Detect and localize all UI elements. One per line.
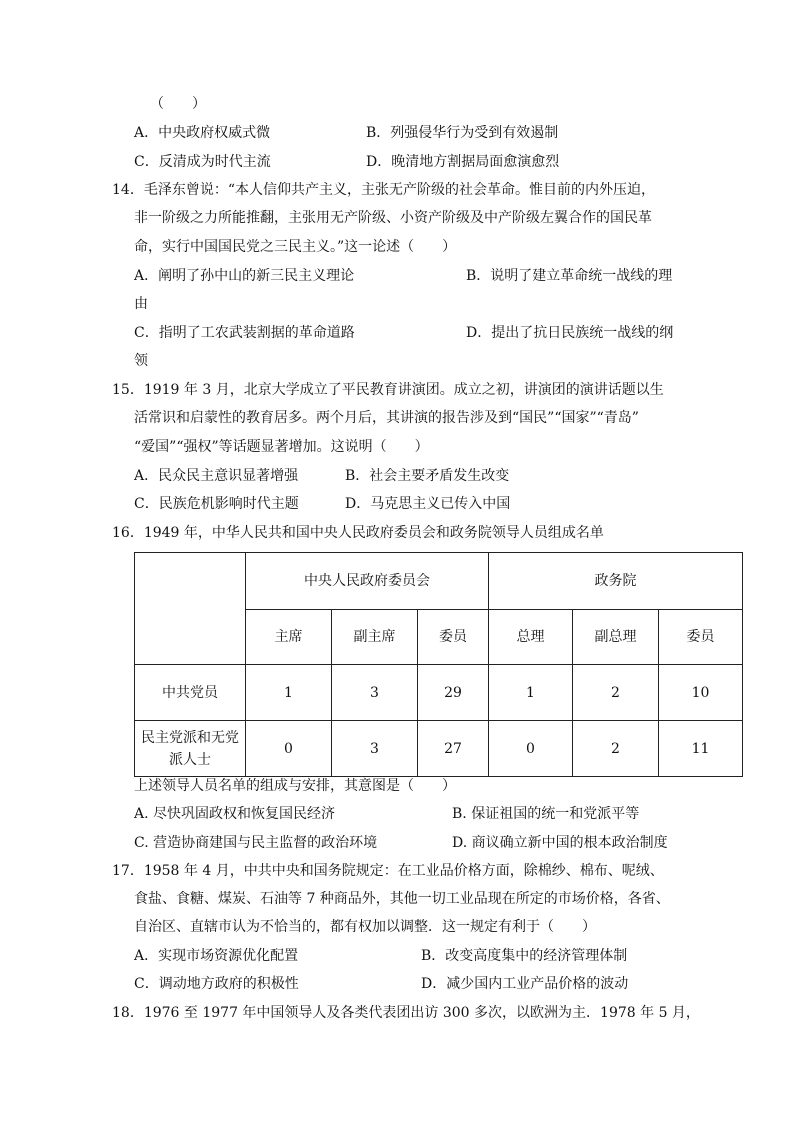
q15-stem-line3: “爱国”“强权”等话题显著增加。这说明（ ） [134, 439, 429, 455]
table-row-label: 民主党派和无党派人士 [135, 721, 246, 777]
table-group-header: 政务院 [489, 553, 743, 610]
q15-option-c: C．民族危机影响时代主题 [134, 496, 299, 512]
table-cell: 3 [332, 665, 418, 721]
q18-stem-line1: 18．1976 至 1977 年中国领导人及各类代表团出访 300 多次，以欧洲为主．1978 年 5 月， [112, 1005, 700, 1021]
table-row-label: 中共党员 [135, 665, 246, 721]
q14-option-d-cont: 领 [134, 353, 148, 369]
table-cell: 1 [489, 665, 573, 721]
table-group-header: 中央人民政府委员会 [246, 553, 489, 610]
table-row [135, 721, 743, 777]
table-cell: 2 [573, 721, 659, 777]
q17-option-a: A．实现市场资源优化配置 [134, 948, 299, 964]
q14-stem-line3: 命，实行中国国民党之三民主义。”这一论述（ ） [134, 239, 457, 255]
q15-stem-line2: 活常识和启蒙性的教育居多。两个月后，其讲演的报告涉及到“国民”“国家”“青岛” [134, 410, 639, 426]
q16-option-d: D. 商议确立新中国的根本政治制度 [452, 835, 668, 851]
q13-option-d: D．晚清地方割据局面愈演愈烈 [366, 154, 560, 170]
q16-option-b: B. 保证祖国的统一和党派平等 [452, 806, 640, 822]
q14-stem-line1: 14．毛泽东曾说：“本人信仰共产主义，主张无产阶级的社会革命。惟目前的内外压迫， [112, 182, 655, 198]
q13-option-b: B．列强侵华行为受到有效遏制 [366, 125, 559, 141]
table-cell: 0 [489, 721, 573, 777]
q14-option-d: D．提出了抗日民族统一战线的纲 [466, 325, 674, 341]
q14-option-b: B．说明了建立革命统一战线的理 [466, 268, 673, 284]
table-cell: 0 [246, 721, 332, 777]
q15-option-b: B．社会主要矛盾发生改变 [345, 468, 510, 484]
table-cell: 3 [332, 721, 418, 777]
table-subheader: 总理 [489, 610, 573, 665]
table-subheader: 主席 [246, 610, 332, 665]
table-cell: 1 [246, 665, 332, 721]
q17-option-c: C．调动地方政府的积极性 [134, 976, 299, 992]
table-subheader: 副总理 [573, 610, 659, 665]
q16-option-c: C. 营造协商建国与民主监督的政治环境 [134, 835, 378, 851]
table-subheader: 委员 [418, 610, 489, 665]
table-cell: 10 [659, 665, 743, 721]
q15-stem-line1: 15．1919 年 3 月，北京大学成立了平民教育讲演团。成立之初，讲演团的演讲话题以生 [112, 382, 664, 398]
table-cell: 27 [418, 721, 489, 777]
table-subheader: 副主席 [332, 610, 418, 665]
q17-option-b: B．改变高度集中的经济管理体制 [421, 948, 628, 964]
table-corner-cell [135, 553, 246, 665]
leadership-table [134, 552, 743, 777]
q17-stem-line1: 17．1958 年 4 月，中共中央和国务院规定：在工业品价格方面，除棉纱、棉布、呢绒、 [112, 863, 664, 879]
q16-option-a: A. 尽快巩固政权和恢复国民经济 [134, 806, 336, 822]
q14-stem-line2: 非一阶级之力所能推翻，主张用无产阶级、小资产阶级及中产阶级左翼合作的国民革 [134, 210, 652, 226]
q15-option-a: A．民众民主意识显著增强 [134, 468, 299, 484]
q13-answer-blank: （ ） [150, 96, 206, 112]
table-row [135, 665, 743, 721]
q16-after-table: 上述领导人员名单的组成与安排，其意图是（ ） [134, 778, 456, 794]
q15-option-d: D．马克思主义已传入中国 [345, 496, 511, 512]
table-cell: 29 [418, 665, 489, 721]
table-subheader: 委员 [659, 610, 743, 665]
q13-option-a: A．中央政府权威式微 [134, 125, 271, 141]
q17-stem-line2: 食盐、食糖、煤炭、石油等 7 种商品外，其他一切工业品现在所定的市场价格，各省、 [134, 891, 670, 907]
q13-option-c: C．反清成为时代主流 [134, 154, 271, 170]
q17-stem-line3: 自治区、直辖市认为不恰当的，都有权加以调整．这一规定有利于（ ） [134, 919, 596, 935]
table-cell: 2 [573, 665, 659, 721]
table-cell: 11 [659, 721, 743, 777]
q14-option-b-cont: 由 [134, 296, 148, 312]
q16-stem: 16．1949 年，中华人民共和国中央人民政府委员会和政务院领导人员组成名单 [112, 525, 604, 541]
q17-option-d: D．减少国内工业产品价格的波动 [421, 976, 629, 992]
q14-option-a: A．阐明了孙中山的新三民主义理论 [134, 268, 355, 284]
q14-option-c: C．指明了工农武装割据的革命道路 [134, 325, 355, 341]
